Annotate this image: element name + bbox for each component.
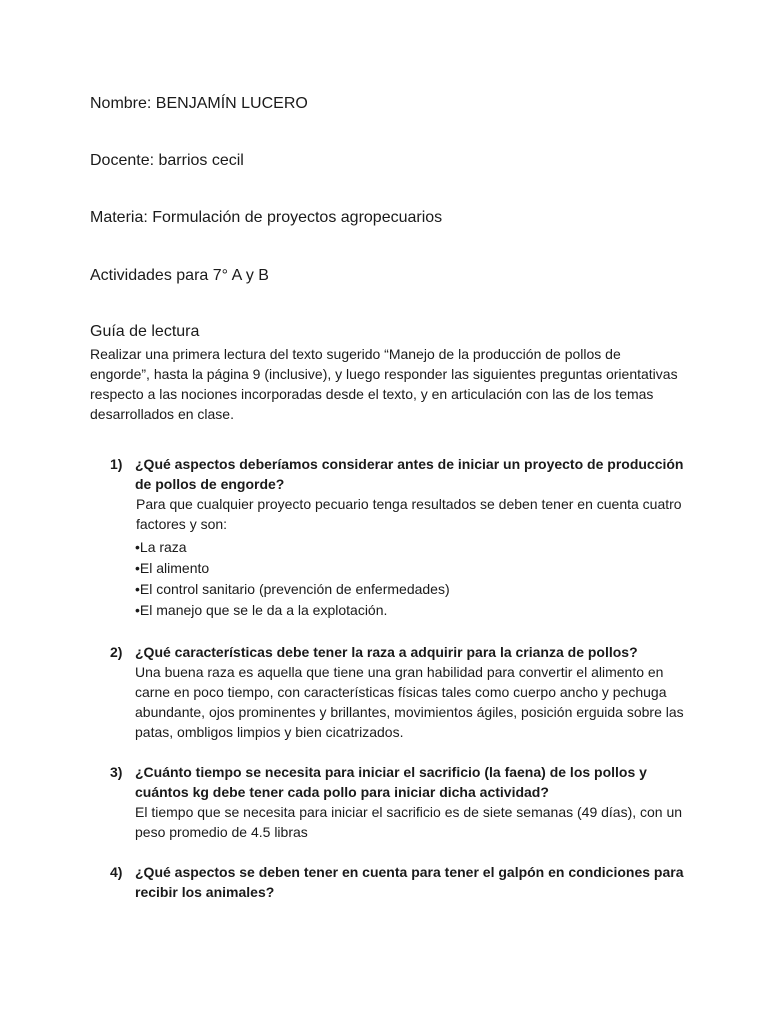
question-block [110, 862, 700, 902]
list-item: •El manejo que se le da a la explotación. [135, 602, 388, 618]
question-number: 4) [110, 864, 123, 880]
question-block [110, 762, 700, 842]
list-item: •El alimento [135, 560, 210, 576]
list-item: •La raza [135, 539, 187, 555]
student-name: Nombre: BENJAMÍN LUCERO [90, 95, 308, 112]
activities-heading: Actividades para 7° A y B [90, 267, 269, 284]
subject-name: Materia: Formulación de proyectos agropecuarios [90, 209, 443, 226]
question-text: ¿Cuánto tiempo se necesita para iniciar el sacrificio (la faena) de los pollos y cuántos kg debe tener cada pollo para iniciar dicha actividad? [135, 764, 647, 800]
question-number: 3) [110, 764, 123, 780]
question-text: ¿Qué aspectos se deben tener en cuenta para tener el galpón en condiciones para recibir los animales? [135, 864, 684, 900]
list-item: •El control sanitario (prevención de enfermedades) [135, 581, 450, 597]
question-text: ¿Qué características debe tener la raza a adquirir para la crianza de pollos? [135, 644, 638, 660]
answer-text: Para que cualquier proyecto pecuario tenga resultados se deben tener en cuenta cuatro factores y son: [136, 496, 682, 532]
question-block [110, 454, 700, 620]
question-number: 2) [110, 644, 123, 660]
guide-title: Guía de lectura [90, 323, 200, 340]
answer-text: Una buena raza es aquella que tiene una gran habilidad para convertir el alimento en carne en poco tiempo, con características físicas tales como cuerpo ancho y pechuga abundante, ojos prominentes y brillantes, movimientos ágiles, posición erguida sobre las patas, ombligos limpios y bien cicatrizados. [135, 664, 684, 740]
answer-text: El tiempo que se necesita para iniciar el sacrificio es de siete semanas (49 días), con un peso promedio de 4.5 libras [135, 804, 683, 840]
question-text: ¿Qué aspectos deberíamos considerar antes de iniciar un proyecto de producción de pollos de engorde? [135, 456, 684, 492]
factor-list [110, 537, 700, 620]
question-block [110, 642, 700, 742]
guide-intro: Realizar una primera lectura del texto sugerido “Manejo de la producción de pollos de engorde”, hasta la página 9 (inclusive), y luego responder las siguientes preguntas orientativas respecto a las nociones incorporadas desde el texto, y en articulación con las de los temas desarrollados en clase. [90, 346, 678, 422]
teacher-name: Docente: barrios cecil [90, 152, 244, 169]
question-number: 1) [110, 456, 123, 472]
